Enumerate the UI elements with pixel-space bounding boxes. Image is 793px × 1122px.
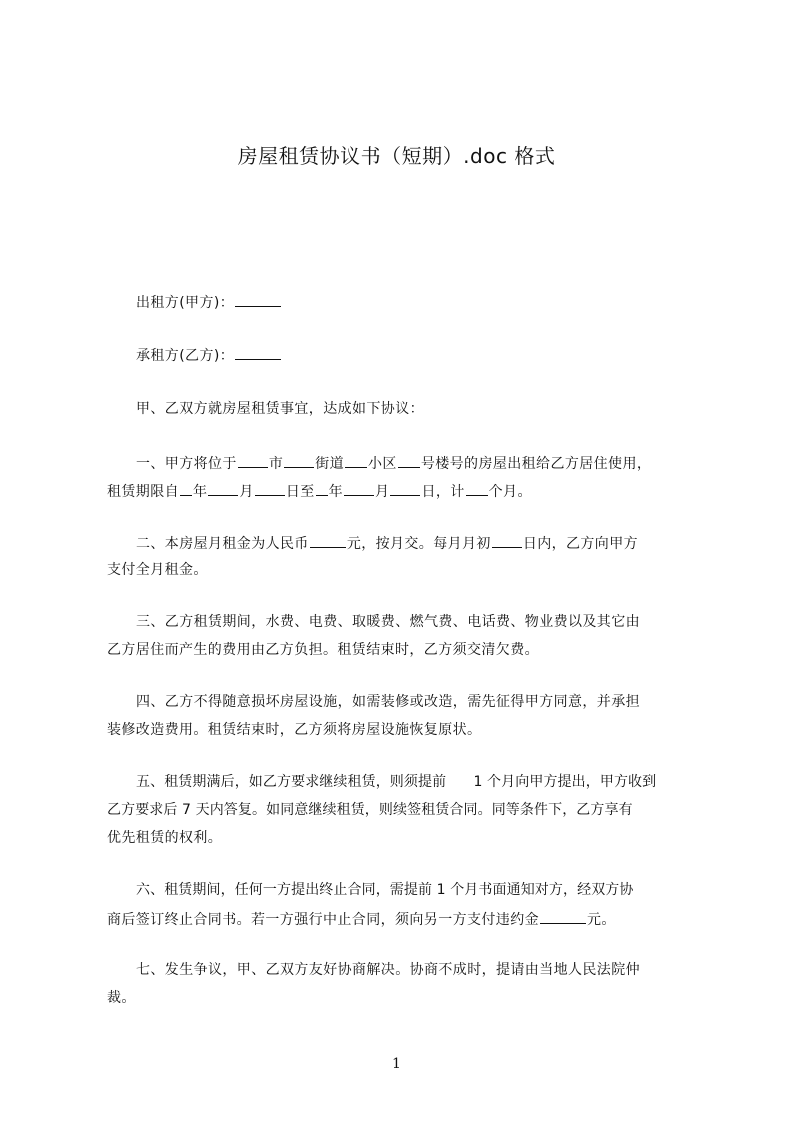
clause-3-line-2: 乙方居住而产生的费用由乙方负担。租赁结束时，乙方须交清欠费。 <box>107 642 539 658</box>
blank-field <box>316 480 328 496</box>
clause-4-line-1: 四、乙方不得随意损坏房屋设施，如需装修或改造，需先征得甲方同意，并承担 <box>136 694 640 710</box>
clause-2-text: 二、本房屋月租金为人民币 <box>136 536 309 552</box>
clause-1-text: 日，计 <box>421 484 465 500</box>
clause-6-line-2 <box>107 908 616 930</box>
clause-4-line-2: 装修改造费用。租赁结束时，乙方须将房屋设施恢复原状。 <box>107 722 482 738</box>
clause-1-text: 个月。 <box>488 484 532 500</box>
clause-7-line-1: 七、发生争议，甲、乙双方友好协商解决。协商不成时，提请由当地人民法院仲 <box>136 962 640 978</box>
lessee-line <box>136 344 282 366</box>
clause-1-line-1 <box>136 452 651 474</box>
clause-7-line-2: 裁。 <box>107 990 136 1006</box>
blank-field <box>390 480 420 496</box>
clause-5-line-1: 五、租赁期满后，如乙方要求继续租赁，则须提前 1 个月向甲方提出，甲方收到 <box>136 774 657 790</box>
clause-1-text: 月 <box>375 484 390 500</box>
blank-field <box>345 452 367 468</box>
lessee-blank <box>235 344 281 360</box>
clause-5-line-2: 乙方要求后 7 天内答复。如同意继续租赁，则续签租赁合同。同等条件下，乙方享有 <box>107 802 633 818</box>
blank-field <box>180 480 192 496</box>
clause-1-line-2 <box>107 480 532 502</box>
clause-1-text: 号楼号的房屋出租给乙方居住使用， <box>420 456 652 472</box>
clause-2-text: 元，按月交。每月月初 <box>346 536 491 552</box>
clause-1-text: 街道 <box>315 456 345 472</box>
blank-field <box>466 480 488 496</box>
blank-field <box>284 452 314 468</box>
lessee-label: 承租方(乙方)： <box>136 348 235 364</box>
lessor-label: 出租方(甲方)： <box>136 295 235 311</box>
page-number: 1 <box>392 1056 401 1072</box>
clause-1-text: 一、甲方将位于 <box>136 456 237 472</box>
preamble-text: 甲、乙双方就房屋租赁事宜，达成如下协议： <box>136 401 424 417</box>
blank-field <box>310 532 346 548</box>
clause-5-line-3: 优先租赁的权利。 <box>107 830 223 846</box>
clause-3-line-1: 三、乙方租赁期间，水费、电费、取暖费、燃气费、电话费、物业费以及其它由 <box>136 614 640 630</box>
clause-2-line-2: 支付全月租金。 <box>107 562 208 578</box>
clause-1-text: 月 <box>239 484 254 500</box>
blank-field <box>238 452 268 468</box>
blank-field <box>344 480 374 496</box>
clause-1-text: 市 <box>268 456 284 472</box>
clause-6-text: 商后签订终止合同书。若一方强行中止合同，须向另一方支付违约金 <box>107 912 539 928</box>
blank-field <box>398 452 420 468</box>
blank-field <box>255 480 285 496</box>
clause-1-text: 小区 <box>368 456 397 472</box>
penalty-blank <box>540 908 586 924</box>
clause-6-line-1: 六、租赁期间，任何一方提出终止合同，需提前 1 个月书面通知对方，经双方协 <box>136 882 634 898</box>
clause-1-text: 租赁期限自 <box>107 484 179 500</box>
clause-2-text: 日内，乙方向甲方 <box>522 536 639 552</box>
clause-1-text: 年 <box>328 484 344 500</box>
blank-field <box>208 480 238 496</box>
blank-field <box>492 532 522 548</box>
lessor-blank <box>235 291 281 307</box>
clause-1-text: 日至 <box>285 484 315 500</box>
clause-2-line-1 <box>136 532 638 554</box>
lessor-line <box>136 291 282 313</box>
clause-1-text: 年 <box>193 484 208 500</box>
document-title: 房屋租赁协议书（短期）.doc 格式 <box>237 144 556 168</box>
clause-6-text: 元。 <box>587 912 616 928</box>
